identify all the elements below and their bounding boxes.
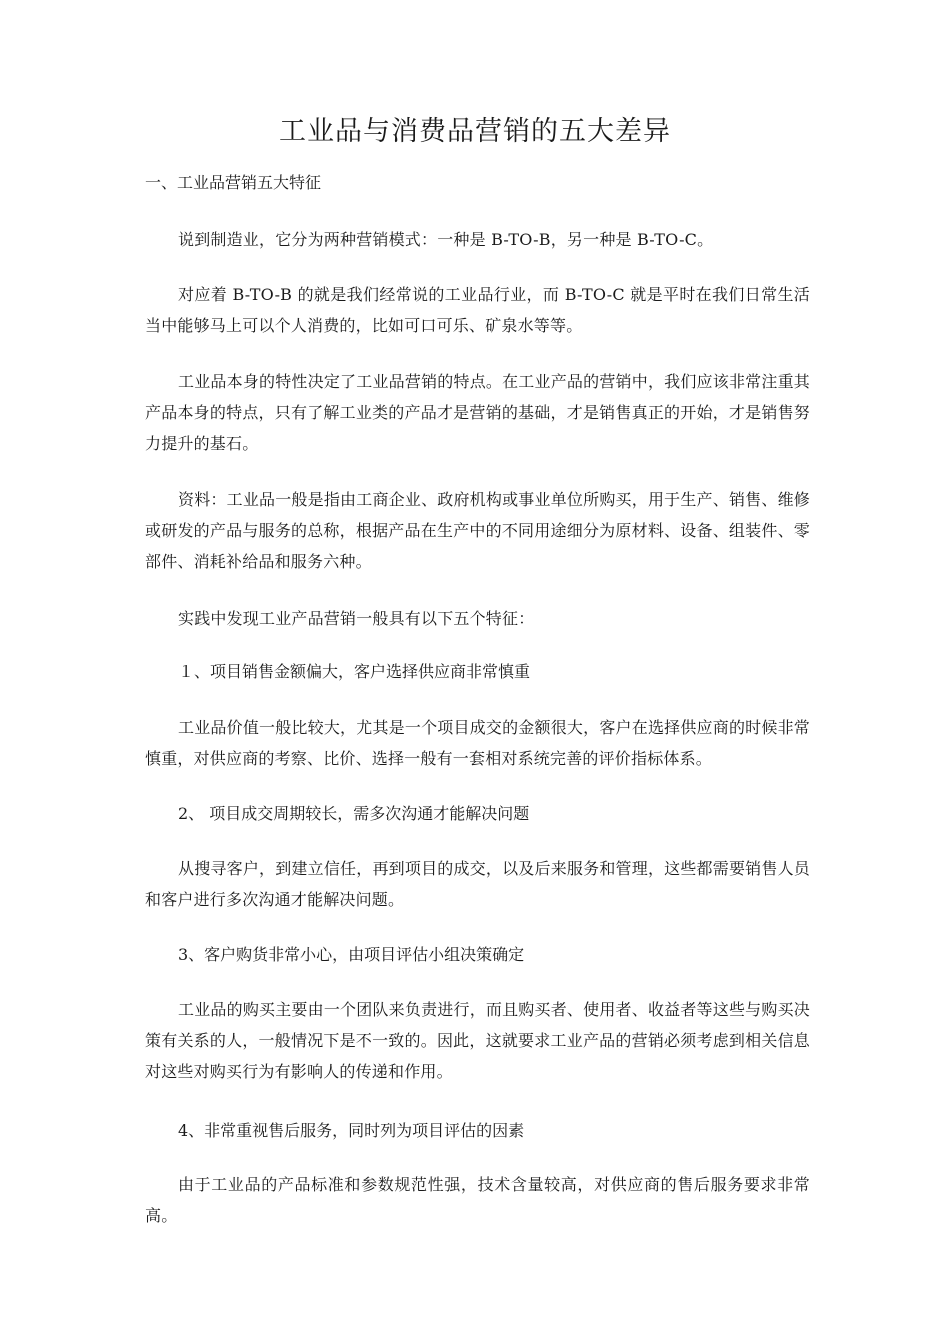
feature-heading-4: 4、非常重视售后服务，同时列为项目评估的因素 [178, 1121, 525, 1140]
feature-heading-2: 2、 项目成交周期较长，需多次沟通才能解决问题 [178, 804, 530, 823]
paragraph-feature-2: 从搜寻客户，到建立信任，再到项目的成交，以及后来服务和管理，这些都需要销售人员和客户进行多次沟通才能解决问题。 [145, 859, 810, 909]
paragraph-intro: 说到制造业，它分为两种营销模式：一种是 B-TO-B，另一种是 B-TO-C。 [178, 230, 714, 249]
paragraph-characteristics: 工业品本身的特性决定了工业品营销的特点。在工业产品的营销中，我们应该非常注重其产品本身的特点，只有了解工业类的产品才是营销的基础，才是销售真正的开始，才是销售努力提升的基石。 [145, 372, 810, 453]
paragraph-feature-4: 由于工业品的产品标准和参数规范性强，技术含量较高，对供应商的售后服务要求非常高。 [145, 1175, 810, 1225]
paragraph-features-intro: 实践中发现工业产品营销一般具有以下五个特征： [178, 609, 535, 628]
section-heading: 一、工业品营销五大特征 [145, 173, 322, 192]
paragraph-feature-1: 工业品价值一般比较大，尤其是一个项目成交的金额很大，客户在选择供应商的时候非常慎重，对供应商的考察、比价、选择一般有一套相对系统完善的评价指标体系。 [145, 718, 810, 768]
feature-heading-3: 3、客户购货非常小心，由项目评估小组决策确定 [178, 945, 525, 964]
document-title: 工业品与消费品营销的五大差异 [279, 116, 671, 147]
feature-heading-1: １、项目销售金额偏大，客户选择供应商非常慎重 [178, 662, 531, 681]
paragraph-feature-3: 工业品的购买主要由一个团队来负责进行，而且购买者、使用者、收益者等这些与购买决策有关系的人，一般情况下是不一致的。因此，这就要求工业产品的营销必须考虑到相关信息对这些对购买行为有影响人的传递和作用。 [145, 1000, 810, 1081]
paragraph-btob: 对应着 B-TO-B 的就是我们经常说的工业品行业，而 B-TO-C 就是平时在我们日常生活当中能够马上可以个人消费的，比如可口可乐、矿泉水等等。 [145, 285, 810, 335]
paragraph-definition: 资料：工业品一般是指由工商企业、政府机构或事业单位所购买，用于生产、销售、维修或研发的产品与服务的总称，根据产品在生产中的不同用途细分为原材料、设备、组装件、零部件、消耗补给品和服务六种。 [145, 490, 810, 571]
